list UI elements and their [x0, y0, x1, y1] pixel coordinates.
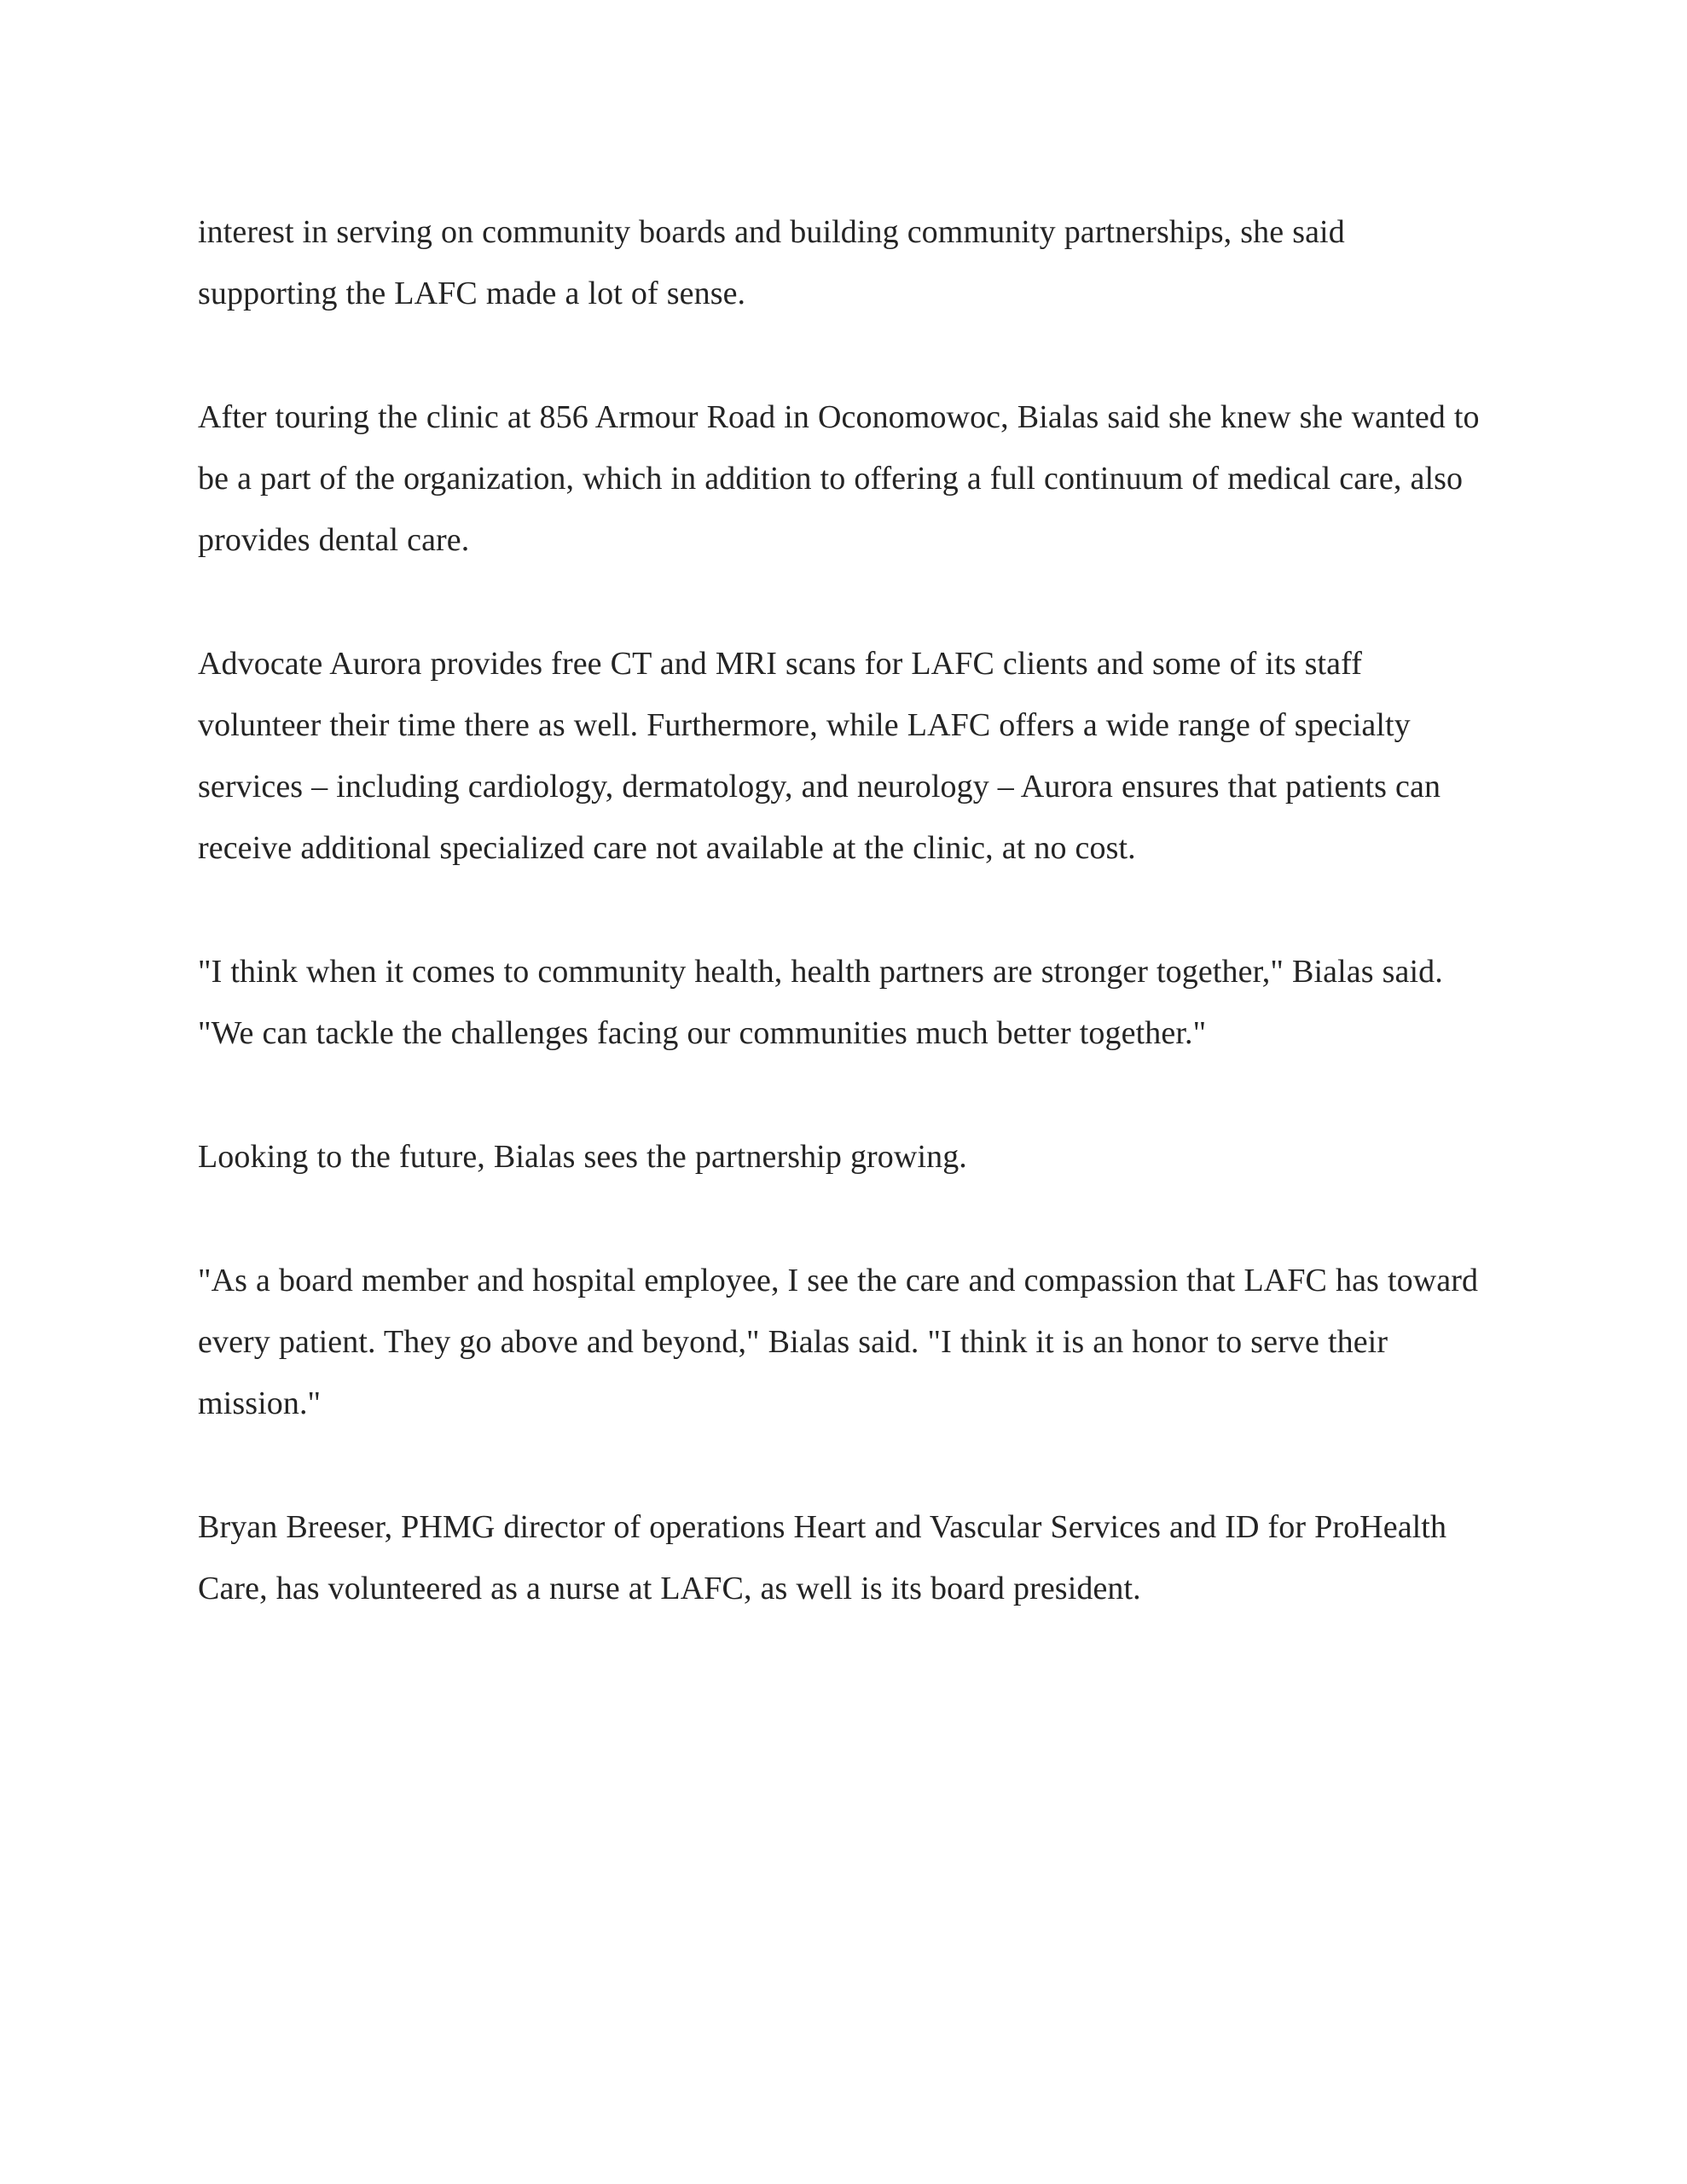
article-body — [198, 201, 1486, 1619]
article-paragraph: After touring the clinic at 856 Armour Road in Oconomowoc, Bialas said she knew she wanted to be a part of the organization, which in addition to offering a full continuum of medical care, also provides dental care. — [198, 399, 1480, 558]
article-paragraph: "I think when it comes to community health, health partners are stronger together," Bialas said. "We can tackle the challenges facing our communities much better together." — [198, 954, 1443, 1051]
article-paragraph: interest in serving on community boards and building community partnerships, she said supporting the LAFC made a lot of sense. — [198, 214, 1345, 311]
article-paragraph: "As a board member and hospital employee, I see the care and compassion that LAFC has toward every patient. They go above and beyond," Bialas said. "I think it is an honor to serve their mission." — [198, 1263, 1479, 1421]
article-paragraph: Looking to the future, Bialas sees the partnership growing. — [198, 1139, 967, 1175]
article-paragraph: Advocate Aurora provides free CT and MRI scans for LAFC clients and some of its staff volunteer their time there as well. Furthermore, while LAFC offers a wide range of specialty services – including cardiology, dermatology, and neurology – Aurora ensures that patients can receive additional specialized care not available at the clinic, at no cost. — [198, 646, 1441, 866]
article-paragraph: Bryan Breeser, PHMG director of operations Heart and Vascular Services and ID for ProHealth Care, has volunteered as a nurse at LAFC, as well is its board president. — [198, 1509, 1447, 1606]
